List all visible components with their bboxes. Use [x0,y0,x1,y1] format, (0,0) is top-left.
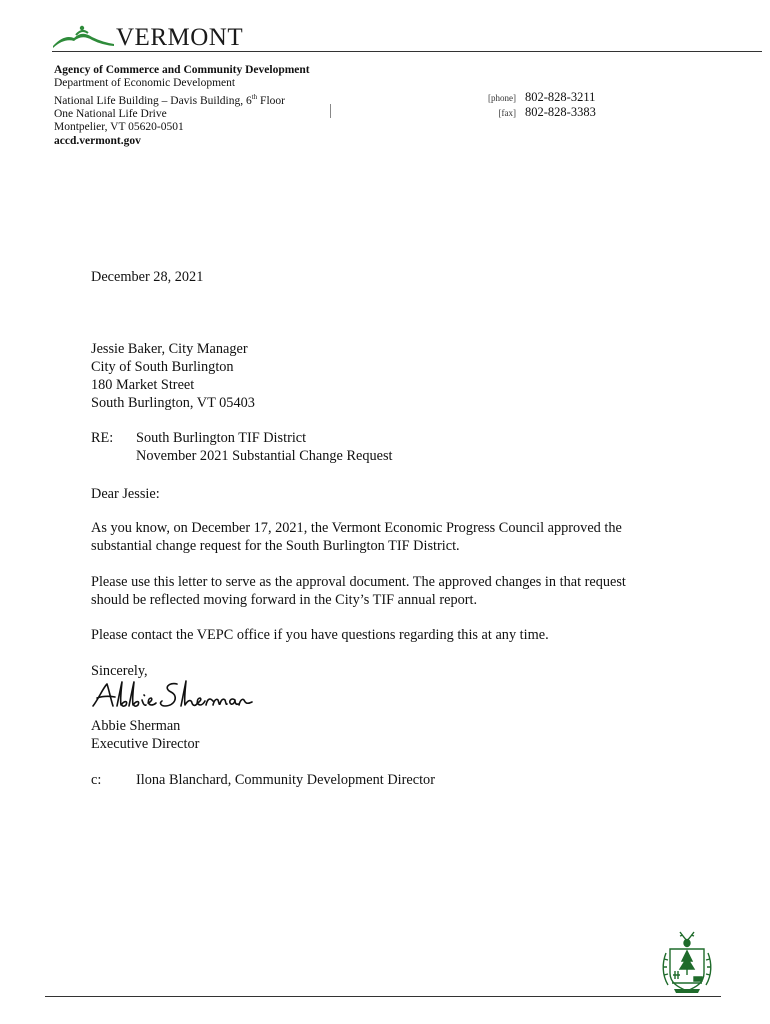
paragraph-line: Please contact the VEPC office if you have questions regarding this at any time. [91,627,549,643]
recipient-line: City of South Burlington [91,359,234,375]
paragraph-line: As you know, on December 17, 2021, the Vermont Economic Progress Council approved the [91,520,622,536]
recipient-line: South Burlington, VT 05403 [91,395,255,411]
letter-date: December 28, 2021 [91,269,204,285]
header-rule [52,51,762,52]
paragraph-line: should be reflected moving forward in the City’s TIF annual report. [91,592,478,608]
signer-block [91,717,199,753]
subject-line: South Burlington TIF District [136,430,307,446]
phone-row [470,90,630,105]
address-line-3: Montpelier, VT 05620-0501 [54,121,184,134]
address-line-1: National Life Building – Davis Building, 6th Floor [54,92,285,107]
signer-name: Abbie Sherman [91,718,181,734]
paragraph-line: substantial change request for the South Burlington TIF District. [91,538,460,554]
recipient-line: Jessie Baker, City Manager [91,341,248,357]
agency-name: Agency of Commerce and Community Development [54,64,310,76]
body-paragraph [91,573,691,609]
vermont-logo [52,22,244,52]
footer-rule [45,996,721,997]
closing: Sincerely, [91,663,148,679]
recipient-block [91,340,255,412]
contact-block [470,90,630,119]
vermont-mountain-logo-icon [52,24,116,50]
subject-block [136,429,393,465]
handwritten-signature [89,676,254,716]
fax-tag: [fax] [498,107,516,118]
recipient-line: 180 Market Street [91,377,195,393]
phone-number: 802-828-3211 [525,90,596,104]
cc-label: c: [91,772,102,788]
paragraph-line: Please use this letter to serve as the approval document. The approved changes in that request [91,574,626,590]
agency-website: accd.vermont.gov [54,134,141,147]
vermont-state-seal-icon [658,929,716,995]
fax-row [470,105,630,120]
fax-number: 802-828-3383 [525,104,596,119]
address-divider [330,104,331,118]
subject-line: November 2021 Substantial Change Request [136,448,393,464]
cc-recipient: Ilona Blanchard, Community Development Director [136,772,435,788]
re-label: RE: [91,430,114,446]
body-paragraph [91,519,691,555]
vermont-wordmark: VERMONT [116,24,244,51]
address-line-2: One National Life Drive [54,108,167,121]
department-name: Department of Economic Development [54,77,236,90]
body-paragraph [91,626,691,644]
phone-tag: [phone] [488,93,516,103]
salutation: Dear Jessie: [91,486,160,502]
agency-address-block [54,64,344,148]
signer-title: Executive Director [91,736,200,752]
ordinal-suffix: th [251,92,258,101]
